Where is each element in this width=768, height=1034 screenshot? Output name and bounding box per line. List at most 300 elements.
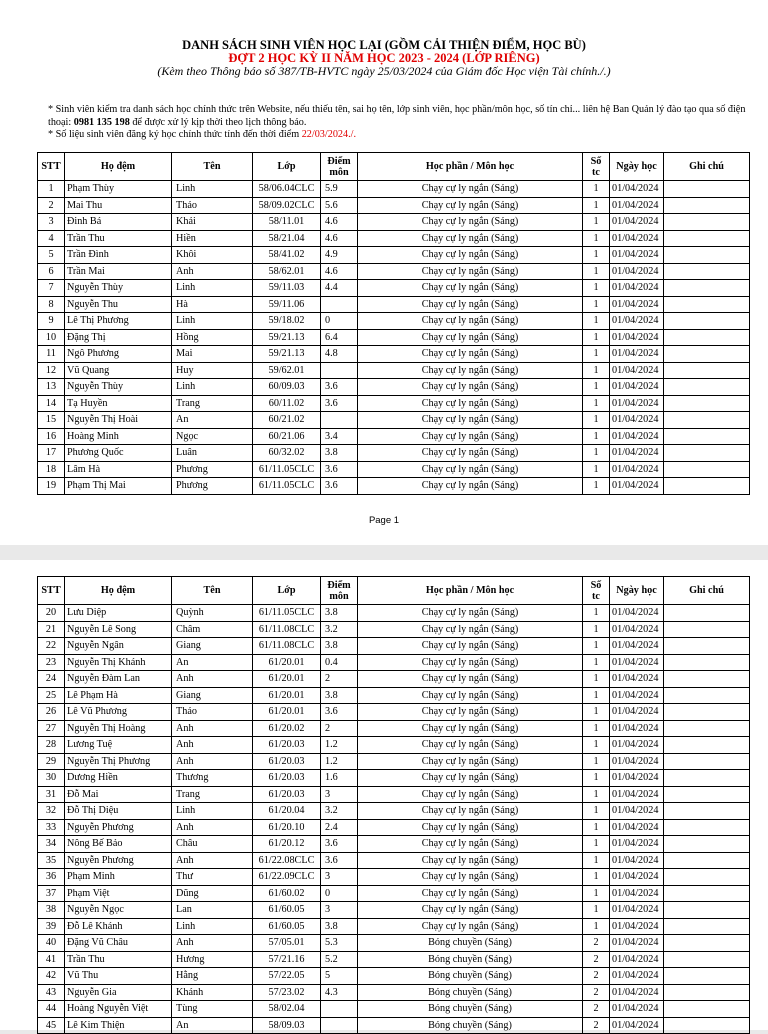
cell-hoc-phan: Chạy cự ly ngắn (Sáng) bbox=[358, 280, 583, 297]
cell-ho-dem: Lê Vũ Phương bbox=[65, 704, 172, 721]
cell-ghi-chu bbox=[664, 687, 750, 704]
cell-ngay-hoc: 01/04/2024 bbox=[610, 1017, 664, 1034]
cell-diem: 1.6 bbox=[321, 770, 358, 787]
cell-so-tc: 1 bbox=[583, 395, 610, 412]
cutoff-date: 22/03/2024./. bbox=[301, 129, 357, 140]
cell-ten: Thảo bbox=[172, 197, 253, 214]
cell-ngay-hoc: 01/04/2024 bbox=[610, 197, 664, 214]
cell-diem: 4.6 bbox=[321, 263, 358, 280]
cell-so-tc: 2 bbox=[583, 968, 610, 985]
table-row bbox=[38, 197, 750, 214]
cell-ngay-hoc: 01/04/2024 bbox=[610, 704, 664, 721]
cell-lop: 59/11.03 bbox=[253, 280, 321, 297]
cell-hoc-phan: Chạy cự ly ngắn (Sáng) bbox=[358, 478, 583, 495]
cell-diem: 4.6 bbox=[321, 230, 358, 247]
cell-hoc-phan: Chạy cự ly ngắn (Sáng) bbox=[358, 885, 583, 902]
cell-ten: An bbox=[172, 412, 253, 429]
cell-hoc-phan: Bóng chuyền (Sáng) bbox=[358, 1017, 583, 1034]
cell-ngay-hoc: 01/04/2024 bbox=[610, 770, 664, 787]
cell-ten: Hương bbox=[172, 951, 253, 968]
cell-ngay-hoc: 01/04/2024 bbox=[610, 329, 664, 346]
cell-lop: 61/11.05CLC bbox=[253, 478, 321, 495]
cell-so-tc: 1 bbox=[583, 461, 610, 478]
cell-stt: 33 bbox=[38, 819, 65, 836]
cell-ghi-chu bbox=[664, 197, 750, 214]
cell-ngay-hoc: 01/04/2024 bbox=[610, 852, 664, 869]
cell-stt: 10 bbox=[38, 329, 65, 346]
cell-lop: 61/20.01 bbox=[253, 687, 321, 704]
col-lop: Lớp bbox=[253, 577, 321, 605]
document-reference: (Kèm theo Thông báo số 387/TB-HVTC ngày 25/03/2024 của Giám đốc Học viện Tài chính./.) bbox=[157, 64, 611, 78]
cell-ngay-hoc: 01/04/2024 bbox=[610, 968, 664, 985]
cell-ngay-hoc: 01/04/2024 bbox=[610, 247, 664, 264]
cell-ngay-hoc: 01/04/2024 bbox=[610, 362, 664, 379]
cell-diem: 2 bbox=[321, 671, 358, 688]
cell-ghi-chu bbox=[664, 379, 750, 396]
cell-lop: 58/09.03 bbox=[253, 1017, 321, 1034]
cell-ngay-hoc: 01/04/2024 bbox=[610, 621, 664, 638]
cell-hoc-phan: Chạy cự ly ngắn (Sáng) bbox=[358, 445, 583, 462]
table-row bbox=[38, 704, 750, 721]
cell-diem: 5.6 bbox=[321, 197, 358, 214]
cell-ngay-hoc: 01/04/2024 bbox=[610, 671, 664, 688]
cell-stt: 36 bbox=[38, 869, 65, 886]
col-ghi-chu: Ghi chú bbox=[664, 577, 750, 605]
cell-ten: Hằng bbox=[172, 968, 253, 985]
cell-ngay-hoc: 01/04/2024 bbox=[610, 296, 664, 313]
cell-stt: 32 bbox=[38, 803, 65, 820]
table-row bbox=[38, 214, 750, 231]
cell-lop: 61/20.01 bbox=[253, 704, 321, 721]
cell-so-tc: 1 bbox=[583, 852, 610, 869]
cell-ghi-chu bbox=[664, 951, 750, 968]
cell-diem: 3 bbox=[321, 786, 358, 803]
cell-lop: 61/20.04 bbox=[253, 803, 321, 820]
cell-ten: Tùng bbox=[172, 1001, 253, 1018]
cell-ghi-chu bbox=[664, 770, 750, 787]
table-row bbox=[38, 1001, 750, 1018]
cell-ghi-chu bbox=[664, 671, 750, 688]
phone-number: 0981 135 198 bbox=[73, 116, 130, 128]
cell-diem: 3.8 bbox=[321, 687, 358, 704]
cell-lop: 61/11.08CLC bbox=[253, 621, 321, 638]
page-number: Page 1 bbox=[368, 515, 400, 526]
cell-stt: 4 bbox=[38, 230, 65, 247]
cell-ten: Linh bbox=[172, 803, 253, 820]
cell-ghi-chu bbox=[664, 329, 750, 346]
cell-ten: Luân bbox=[172, 445, 253, 462]
col-diem bbox=[321, 153, 358, 181]
cell-so-tc: 1 bbox=[583, 181, 610, 198]
cell-ten: Linh bbox=[172, 181, 253, 198]
cell-lop: 61/60.02 bbox=[253, 885, 321, 902]
cell-ho-dem: Trần Thu bbox=[65, 951, 172, 968]
cell-ghi-chu bbox=[664, 737, 750, 754]
cell-so-tc: 1 bbox=[583, 638, 610, 655]
cell-ngay-hoc: 01/04/2024 bbox=[610, 753, 664, 770]
cell-ten: Anh bbox=[172, 852, 253, 869]
cell-stt: 1 bbox=[38, 181, 65, 198]
col-ten: Tên bbox=[172, 577, 253, 605]
col-so-line2: tc bbox=[592, 166, 600, 178]
cell-ho-dem: Nguyễn Thị Hoàng bbox=[65, 720, 172, 737]
cell-hoc-phan: Chạy cự ly ngắn (Sáng) bbox=[358, 362, 583, 379]
cell-lop: 60/09.03 bbox=[253, 379, 321, 396]
cell-ho-dem: Đỗ Lê Khánh bbox=[65, 918, 172, 935]
table-row bbox=[38, 362, 750, 379]
cell-lop: 59/18.02 bbox=[253, 313, 321, 330]
cell-ten: Ngọc bbox=[172, 428, 253, 445]
cell-ngay-hoc: 01/04/2024 bbox=[610, 478, 664, 495]
cell-diem: 3.6 bbox=[321, 461, 358, 478]
table-row bbox=[38, 181, 750, 198]
cell-diem: 5.3 bbox=[321, 935, 358, 952]
cell-ho-dem: Đỗ Mai bbox=[65, 786, 172, 803]
cell-diem: 0 bbox=[321, 313, 358, 330]
cell-ho-dem: Nguyễn Gia bbox=[65, 984, 172, 1001]
cell-ho-dem: Dương Hiền bbox=[65, 770, 172, 787]
cell-ten: Anh bbox=[172, 935, 253, 952]
cell-stt: 5 bbox=[38, 247, 65, 264]
table-row bbox=[38, 984, 750, 1001]
cell-lop: 61/22.08CLC bbox=[253, 852, 321, 869]
cell-ten: Hà bbox=[172, 296, 253, 313]
cell-ghi-chu bbox=[664, 968, 750, 985]
cell-ho-dem: Đỗ Thị Diệu bbox=[65, 803, 172, 820]
table-row bbox=[38, 638, 750, 655]
cell-lop: 58/11.01 bbox=[253, 214, 321, 231]
cell-diem: 5 bbox=[321, 968, 358, 985]
student-table-page-2 bbox=[37, 576, 750, 1034]
cell-diem: 3.8 bbox=[321, 445, 358, 462]
table-row bbox=[38, 687, 750, 704]
cell-ho-dem: Ngô Phương bbox=[65, 346, 172, 363]
table-row bbox=[38, 605, 750, 622]
col-ho-dem: Họ đệm bbox=[65, 577, 172, 605]
cell-ghi-chu bbox=[664, 445, 750, 462]
cell-hoc-phan: Chạy cự ly ngắn (Sáng) bbox=[358, 313, 583, 330]
cell-ho-dem: Nguyễn Phương bbox=[65, 819, 172, 836]
note-text: * Số liệu sinh viên đăng ký học chính thức tính đến thời điểm bbox=[48, 129, 302, 140]
table-row bbox=[38, 247, 750, 264]
cell-lop: 58/06.04CLC bbox=[253, 181, 321, 198]
cell-ghi-chu bbox=[664, 230, 750, 247]
col-so-line2: tc bbox=[592, 590, 600, 602]
cell-lop: 61/20.03 bbox=[253, 770, 321, 787]
col-ten: Tên bbox=[172, 153, 253, 181]
cell-so-tc: 1 bbox=[583, 737, 610, 754]
cell-hoc-phan: Chạy cự ly ngắn (Sáng) bbox=[358, 346, 583, 363]
table-row bbox=[38, 951, 750, 968]
cell-ten: Lan bbox=[172, 902, 253, 919]
note-text: để được xử lý kịp thời theo lịch thông báo. bbox=[129, 116, 307, 128]
note-line-2 bbox=[48, 129, 748, 142]
cell-so-tc: 2 bbox=[583, 1017, 610, 1034]
cell-hoc-phan: Chạy cự ly ngắn (Sáng) bbox=[358, 704, 583, 721]
cell-lop: 61/22.09CLC bbox=[253, 869, 321, 886]
cell-diem: 0.4 bbox=[321, 654, 358, 671]
cell-so-tc: 1 bbox=[583, 803, 610, 820]
cell-ghi-chu bbox=[664, 819, 750, 836]
cell-lop: 60/11.02 bbox=[253, 395, 321, 412]
table-row bbox=[38, 803, 750, 820]
cell-so-tc: 1 bbox=[583, 428, 610, 445]
cell-lop: 61/11.05CLC bbox=[253, 605, 321, 622]
cell-ho-dem: Lê Thị Phương bbox=[65, 313, 172, 330]
cell-stt: 42 bbox=[38, 968, 65, 985]
cell-ghi-chu bbox=[664, 461, 750, 478]
cell-diem: 5.9 bbox=[321, 181, 358, 198]
cell-stt: 37 bbox=[38, 885, 65, 902]
cell-ten: Thảo bbox=[172, 704, 253, 721]
cell-ho-dem: Lưu Diệp bbox=[65, 605, 172, 622]
cell-stt: 25 bbox=[38, 687, 65, 704]
col-diem-line1: Điểm bbox=[327, 579, 351, 591]
table-header bbox=[38, 577, 750, 605]
cell-diem: 2.4 bbox=[321, 819, 358, 836]
cell-ho-dem: Phạm Thùy bbox=[65, 181, 172, 198]
cell-ten: Anh bbox=[172, 819, 253, 836]
table-row bbox=[38, 819, 750, 836]
cell-ho-dem: Lâm Hà bbox=[65, 461, 172, 478]
cell-stt: 35 bbox=[38, 852, 65, 869]
cell-hoc-phan: Chạy cự ly ngắn (Sáng) bbox=[358, 654, 583, 671]
cell-lop: 59/21.13 bbox=[253, 346, 321, 363]
cell-diem: 3.4 bbox=[321, 428, 358, 445]
cell-ten: Phương bbox=[172, 478, 253, 495]
cell-ten: Mai bbox=[172, 346, 253, 363]
cell-diem: 3.2 bbox=[321, 621, 358, 638]
cell-so-tc: 1 bbox=[583, 329, 610, 346]
cell-ten: An bbox=[172, 1017, 253, 1034]
cell-ho-dem: Đinh Bá bbox=[65, 214, 172, 231]
cell-ghi-chu bbox=[664, 786, 750, 803]
cell-diem: 3.8 bbox=[321, 918, 358, 935]
cell-ngay-hoc: 01/04/2024 bbox=[610, 379, 664, 396]
cell-diem: 1.2 bbox=[321, 737, 358, 754]
cell-ten: An bbox=[172, 654, 253, 671]
cell-so-tc: 1 bbox=[583, 605, 610, 622]
col-ngay-hoc: Ngày học bbox=[610, 153, 664, 181]
cell-ghi-chu bbox=[664, 296, 750, 313]
cell-lop: 61/20.01 bbox=[253, 654, 321, 671]
cell-hoc-phan: Chạy cự ly ngắn (Sáng) bbox=[358, 329, 583, 346]
cell-so-tc: 1 bbox=[583, 720, 610, 737]
cell-stt: 38 bbox=[38, 902, 65, 919]
cell-hoc-phan: Bóng chuyền (Sáng) bbox=[358, 951, 583, 968]
cell-stt: 24 bbox=[38, 671, 65, 688]
cell-ghi-chu bbox=[664, 654, 750, 671]
cell-diem: 2 bbox=[321, 720, 358, 737]
cell-stt: 44 bbox=[38, 1001, 65, 1018]
cell-hoc-phan: Chạy cự ly ngắn (Sáng) bbox=[358, 230, 583, 247]
cell-hoc-phan: Chạy cự ly ngắn (Sáng) bbox=[358, 869, 583, 886]
cell-diem bbox=[321, 412, 358, 429]
table-row bbox=[38, 621, 750, 638]
cell-so-tc: 1 bbox=[583, 654, 610, 671]
cell-stt: 29 bbox=[38, 753, 65, 770]
cell-stt: 34 bbox=[38, 836, 65, 853]
cell-ten: Anh bbox=[172, 753, 253, 770]
cell-ho-dem: Nguyễn Thị Phương bbox=[65, 753, 172, 770]
cell-ngay-hoc: 01/04/2024 bbox=[610, 280, 664, 297]
cell-lop: 58/02.04 bbox=[253, 1001, 321, 1018]
cell-ho-dem: Nguyễn Thùy bbox=[65, 280, 172, 297]
cell-ghi-chu bbox=[664, 478, 750, 495]
cell-diem: 1.2 bbox=[321, 753, 358, 770]
cell-lop: 58/62.01 bbox=[253, 263, 321, 280]
cell-so-tc: 1 bbox=[583, 819, 610, 836]
cell-ghi-chu bbox=[664, 852, 750, 869]
cell-hoc-phan: Chạy cự ly ngắn (Sáng) bbox=[358, 379, 583, 396]
table-row bbox=[38, 654, 750, 671]
col-diem-line1: Điểm bbox=[327, 155, 351, 167]
cell-stt: 26 bbox=[38, 704, 65, 721]
cell-diem: 5.2 bbox=[321, 951, 358, 968]
cell-ho-dem: Lê Phạm Hà bbox=[65, 687, 172, 704]
table-row bbox=[38, 902, 750, 919]
cell-hoc-phan: Chạy cự ly ngắn (Sáng) bbox=[358, 412, 583, 429]
cell-ten: Dũng bbox=[172, 885, 253, 902]
cell-lop: 61/60.05 bbox=[253, 902, 321, 919]
cell-ngay-hoc: 01/04/2024 bbox=[610, 638, 664, 655]
cell-ngay-hoc: 01/04/2024 bbox=[610, 445, 664, 462]
cell-so-tc: 1 bbox=[583, 478, 610, 495]
cell-diem: 3 bbox=[321, 902, 358, 919]
cell-diem: 3.8 bbox=[321, 605, 358, 622]
cell-hoc-phan: Bóng chuyền (Sáng) bbox=[358, 984, 583, 1001]
table-row bbox=[38, 296, 750, 313]
cell-lop: 60/21.02 bbox=[253, 412, 321, 429]
cell-diem: 3.6 bbox=[321, 836, 358, 853]
col-stt: STT bbox=[38, 153, 65, 181]
cell-lop: 57/22.05 bbox=[253, 968, 321, 985]
cell-hoc-phan: Chạy cự ly ngắn (Sáng) bbox=[358, 753, 583, 770]
cell-hoc-phan: Chạy cự ly ngắn (Sáng) bbox=[358, 395, 583, 412]
cell-lop: 57/21.16 bbox=[253, 951, 321, 968]
cell-hoc-phan: Bóng chuyền (Sáng) bbox=[358, 935, 583, 952]
cell-ho-dem: Nguyễn Phương bbox=[65, 852, 172, 869]
cell-hoc-phan: Chạy cự ly ngắn (Sáng) bbox=[358, 902, 583, 919]
cell-ho-dem: Trần Thu bbox=[65, 230, 172, 247]
col-so-tc bbox=[583, 577, 610, 605]
cell-diem: 4.6 bbox=[321, 214, 358, 231]
cell-ho-dem: Hoàng Minh bbox=[65, 428, 172, 445]
cell-lop: 61/20.03 bbox=[253, 786, 321, 803]
cell-ghi-chu bbox=[664, 263, 750, 280]
cell-lop: 61/60.05 bbox=[253, 918, 321, 935]
cell-hoc-phan: Chạy cự ly ngắn (Sáng) bbox=[358, 918, 583, 935]
cell-ten: Châm bbox=[172, 621, 253, 638]
cell-ten: Phương bbox=[172, 461, 253, 478]
cell-so-tc: 1 bbox=[583, 280, 610, 297]
table-row bbox=[38, 263, 750, 280]
cell-lop: 59/62.01 bbox=[253, 362, 321, 379]
cell-ten: Hồng bbox=[172, 329, 253, 346]
cell-stt: 7 bbox=[38, 280, 65, 297]
cell-ho-dem: Lê Kim Thiện bbox=[65, 1017, 172, 1034]
cell-ho-dem: Nguyễn Thu bbox=[65, 296, 172, 313]
cell-ghi-chu bbox=[664, 346, 750, 363]
cell-ngay-hoc: 01/04/2024 bbox=[610, 720, 664, 737]
cell-ten: Giang bbox=[172, 638, 253, 655]
cell-stt: 43 bbox=[38, 984, 65, 1001]
cell-stt: 45 bbox=[38, 1017, 65, 1034]
cell-ghi-chu bbox=[664, 247, 750, 264]
cell-stt: 31 bbox=[38, 786, 65, 803]
cell-diem: 4.8 bbox=[321, 346, 358, 363]
cell-lop: 57/05.01 bbox=[253, 935, 321, 952]
cell-so-tc: 1 bbox=[583, 902, 610, 919]
table-row bbox=[38, 379, 750, 396]
cell-so-tc: 1 bbox=[583, 687, 610, 704]
cell-lop: 59/11.06 bbox=[253, 296, 321, 313]
cell-stt: 11 bbox=[38, 346, 65, 363]
cell-ten: Khải bbox=[172, 214, 253, 231]
cell-ten: Khôi bbox=[172, 247, 253, 264]
cell-hoc-phan: Bóng chuyền (Sáng) bbox=[358, 1001, 583, 1018]
cell-ngay-hoc: 01/04/2024 bbox=[610, 654, 664, 671]
cell-ghi-chu bbox=[664, 214, 750, 231]
cell-so-tc: 1 bbox=[583, 621, 610, 638]
cell-ten: Trang bbox=[172, 786, 253, 803]
cell-lop: 58/41.02 bbox=[253, 247, 321, 264]
cell-stt: 19 bbox=[38, 478, 65, 495]
cell-so-tc: 1 bbox=[583, 313, 610, 330]
table-row bbox=[38, 1017, 750, 1034]
cell-ngay-hoc: 01/04/2024 bbox=[610, 803, 664, 820]
cell-stt: 9 bbox=[38, 313, 65, 330]
cell-ngay-hoc: 01/04/2024 bbox=[610, 263, 664, 280]
cell-ho-dem: Phương Quốc bbox=[65, 445, 172, 462]
cell-stt: 30 bbox=[38, 770, 65, 787]
table-row bbox=[38, 935, 750, 952]
table-row bbox=[38, 836, 750, 853]
cell-diem bbox=[321, 1017, 358, 1034]
col-hoc-phan: Học phần / Môn học bbox=[358, 577, 583, 605]
cell-diem: 3.6 bbox=[321, 852, 358, 869]
cell-so-tc: 1 bbox=[583, 362, 610, 379]
table-row bbox=[38, 346, 750, 363]
cell-ghi-chu bbox=[664, 984, 750, 1001]
cell-stt: 39 bbox=[38, 918, 65, 935]
table-row bbox=[38, 461, 750, 478]
cell-so-tc: 1 bbox=[583, 918, 610, 935]
cell-lop: 58/09.02CLC bbox=[253, 197, 321, 214]
cell-hoc-phan: Bóng chuyền (Sáng) bbox=[358, 968, 583, 985]
note-text: * Sinh viên kiểm tra danh sách học chính thức trên Website, nếu thiếu tên, sai họ tên, lớp sinh viên, học phần/môn học, số tín chỉ... liên hệ Ban Quản lý đào tạo qua số điện thoại: bbox=[48, 104, 746, 128]
cell-stt: 40 bbox=[38, 935, 65, 952]
cell-so-tc: 1 bbox=[583, 379, 610, 396]
cell-ngay-hoc: 01/04/2024 bbox=[610, 819, 664, 836]
cell-ngay-hoc: 01/04/2024 bbox=[610, 869, 664, 886]
cell-ngay-hoc: 01/04/2024 bbox=[610, 737, 664, 754]
table-row bbox=[38, 412, 750, 429]
cell-ngay-hoc: 01/04/2024 bbox=[610, 230, 664, 247]
cell-lop: 61/20.02 bbox=[253, 720, 321, 737]
cell-diem bbox=[321, 296, 358, 313]
cell-ten: Linh bbox=[172, 313, 253, 330]
cell-so-tc: 2 bbox=[583, 1001, 610, 1018]
cell-stt: 8 bbox=[38, 296, 65, 313]
cell-diem: 3.6 bbox=[321, 704, 358, 721]
cell-so-tc: 1 bbox=[583, 346, 610, 363]
cell-stt: 17 bbox=[38, 445, 65, 462]
cell-ghi-chu bbox=[664, 902, 750, 919]
cell-ho-dem: Lương Tuệ bbox=[65, 737, 172, 754]
cell-diem: 6.4 bbox=[321, 329, 358, 346]
cell-lop: 61/20.03 bbox=[253, 753, 321, 770]
